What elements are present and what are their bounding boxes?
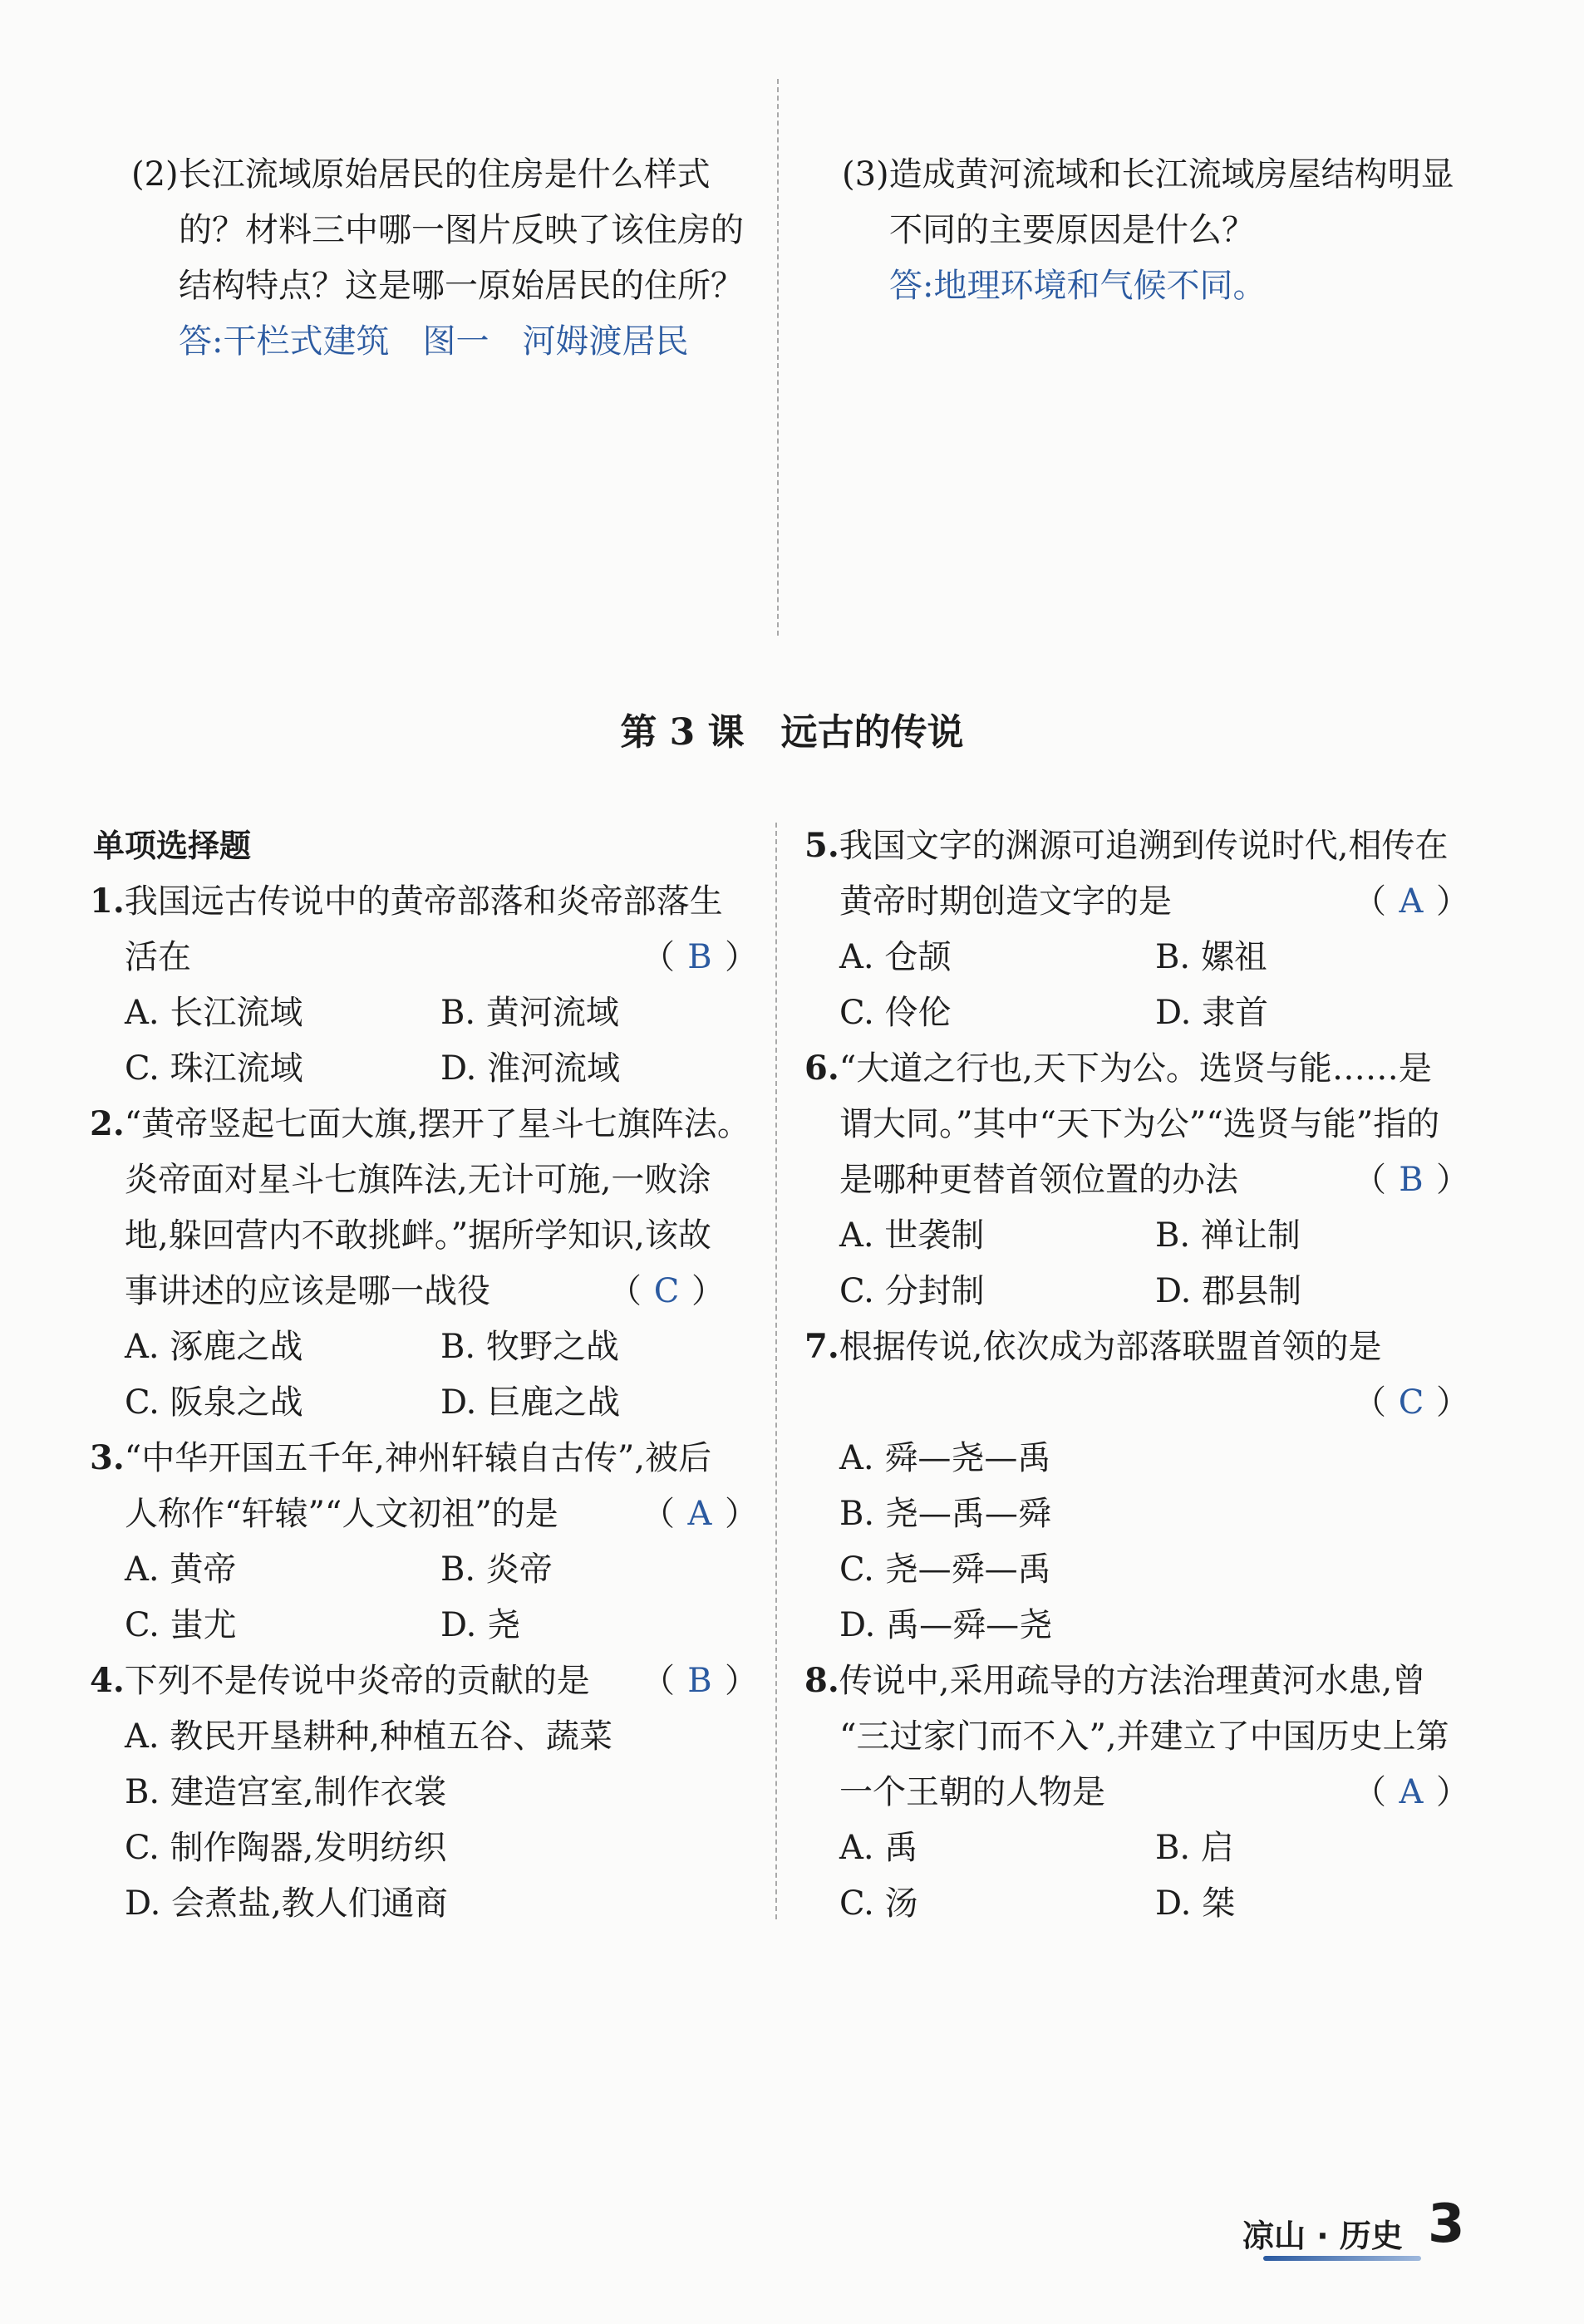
option: A. 涿鹿之战 (125, 1328, 303, 1366)
option: C. 伶伦 (839, 994, 952, 1032)
bottom-column-divider (775, 823, 777, 1919)
question-stem-line (90, 1433, 711, 1483)
question-stem: 我国远古传说中的黄帝部落和炎帝部落生 (124, 882, 723, 921)
option: C. 汤 (839, 1884, 918, 1923)
question-number: 3. (90, 1438, 125, 1477)
answer-paren: （ A ） (1353, 1767, 1469, 1817)
option: A. 教民开垦耕种,种植五谷、蔬菜 (125, 1717, 613, 1756)
question-stem-line: 事讲述的应该是哪一战役 (125, 1272, 490, 1310)
option: D. 尧 (440, 1606, 521, 1644)
question-stem: “黄帝竖起七面大旗,摆开了星斗七旗阵法。 (124, 1105, 750, 1143)
question-stem: 我国文字的渊源可追溯到传说时代,相传在 (839, 827, 1449, 865)
answer-paren: （ A ） (642, 1489, 758, 1539)
answer-paren: （ C ） (608, 1266, 725, 1316)
option: A. 仓颉 (839, 938, 952, 976)
footer-underline (1263, 2256, 1421, 2261)
option: B. 黄河流域 (440, 994, 619, 1032)
top-q2-line: 结构特点？这是哪一原始居民的住所？ (179, 267, 744, 305)
question-stem-line: 炎帝面对星斗七旗阵法,无计可施,一败涂 (125, 1161, 711, 1199)
top-q2-answer: 答:干栏式建筑 图一 河姆渡居民 (179, 322, 689, 361)
top-q2-line: (2)长江流域原始居民的住房是什么样式 (131, 155, 711, 194)
option: C. 制作陶器,发明纺织 (125, 1829, 447, 1867)
option: C. 阪泉之战 (125, 1383, 303, 1422)
answer-paren: （ B ） (642, 1656, 758, 1706)
answer-letter: B (687, 1662, 712, 1700)
question-stem: 下列不是传说中炎帝的贡献的是 (124, 1662, 590, 1700)
question-number: 6. (804, 1049, 839, 1088)
question-stem-line: 地,躲回营内不敢挑衅。”据所学知识,该故 (125, 1216, 711, 1255)
option: D. 禹—舜—尧 (839, 1606, 1053, 1644)
footer-label: 凉山 · 历史 (1242, 2218, 1403, 2254)
question-stem-line (804, 821, 1448, 871)
question-stem-line: 黄帝时期创造文字的是 (839, 882, 1172, 921)
answer-letter: B (1399, 1161, 1424, 1199)
option: B. 炎帝 (440, 1550, 553, 1589)
answer-letter: A (687, 1495, 712, 1533)
option: B. 嫘祖 (1155, 938, 1267, 976)
top-q3-line: (3)造成黄河流域和长江流域房屋结构明显 (842, 155, 1454, 194)
section-title: 单项选择题 (93, 828, 252, 864)
question-stem-line (804, 1322, 1381, 1372)
question-number: 7. (804, 1327, 839, 1366)
question-number: 5. (804, 826, 839, 865)
option: B. 禅让制 (1155, 1216, 1301, 1255)
question-stem: 传说中,采用疏导的方法治理黄河水患,曾 (839, 1662, 1426, 1700)
option: A. 世袭制 (839, 1216, 985, 1255)
question-number: 4. (90, 1661, 125, 1700)
top-column-divider (777, 79, 779, 636)
option: D. 桀 (1155, 1884, 1236, 1923)
question-stem-line: 活在 (125, 938, 191, 976)
option: A. 禹 (839, 1829, 918, 1867)
question-number: 2. (90, 1104, 125, 1143)
option: A. 长江流域 (125, 994, 303, 1032)
answer-letter: C (1398, 1383, 1424, 1422)
answer-paren: （ B ） (642, 932, 758, 982)
question-stem-line: 是哪种更替首领位置的办法 (839, 1161, 1238, 1199)
option: A. 黄帝 (125, 1550, 237, 1589)
answer-paren: （ C ） (1353, 1378, 1469, 1427)
lesson-title: 第 3 课 远古的传说 (620, 711, 964, 754)
option: B. 启 (1155, 1829, 1234, 1867)
question-number: 1. (90, 882, 125, 921)
option: C. 蚩尤 (125, 1606, 237, 1644)
question-stem-line: “三过家门而不入”,并建立了中国历史上第 (839, 1717, 1449, 1756)
option: C. 珠江流域 (125, 1049, 303, 1088)
question-stem-line (804, 1044, 1432, 1093)
question-stem-line: 人称作“轩辕”“人文初祖”的是 (125, 1495, 558, 1533)
option: B. 尧—禹—舜 (839, 1495, 1051, 1533)
answer-letter: C (653, 1272, 680, 1310)
question-stem: 根据传说,依次成为部落联盟首领的是 (839, 1328, 1382, 1366)
top-q3-answer: 答:地理环境和气候不同。 (889, 267, 1267, 305)
page-number: 3 (1428, 2194, 1465, 2255)
question-stem-line: 谓大同。”其中“天下为公”“选贤与能”指的 (839, 1105, 1440, 1143)
question-stem-line (804, 1656, 1425, 1706)
answer-letter: B (687, 938, 712, 976)
question-stem: “大道之行也,天下为公。选贤与能……是 (839, 1049, 1432, 1088)
option: D. 淮河流域 (440, 1049, 621, 1088)
question-stem-line (90, 1656, 590, 1706)
answer-paren: （ A ） (1353, 877, 1469, 926)
question-stem: “中华开国五千年,神州轩辕自古传”,被后 (124, 1439, 712, 1477)
answer-paren: （ B ） (1353, 1155, 1469, 1205)
option: A. 舜—尧—禹 (839, 1439, 1051, 1477)
top-q2-line: 的？材料三中哪一图片反映了该住房的 (179, 211, 744, 249)
top-q3-line: 不同的主要原因是什么？ (889, 211, 1255, 249)
option: D. 郡县制 (1155, 1272, 1302, 1310)
option: D. 隶首 (1155, 994, 1269, 1032)
option: B. 建造宫室,制作衣裳 (125, 1773, 447, 1811)
option: D. 会煮盐,教人们通商 (125, 1884, 448, 1923)
answer-letter: A (1399, 1773, 1424, 1811)
option: D. 巨鹿之战 (440, 1383, 621, 1422)
question-stem-line (90, 1099, 750, 1149)
question-stem-line (90, 877, 723, 926)
option: C. 尧—舜—禹 (839, 1550, 1051, 1589)
option: B. 牧野之战 (440, 1328, 619, 1366)
option: C. 分封制 (839, 1272, 985, 1310)
question-stem-line: 一个王朝的人物是 (839, 1773, 1105, 1811)
answer-letter: A (1399, 882, 1424, 921)
question-number: 8. (804, 1661, 839, 1700)
